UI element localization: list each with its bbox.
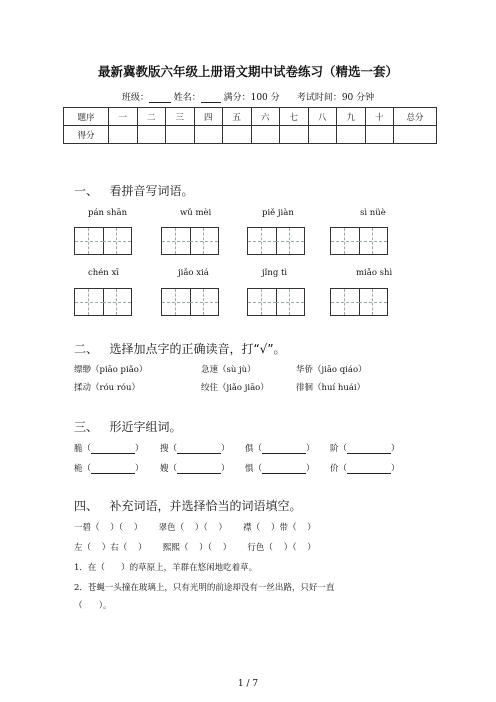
reading-choice[interactable]: 华侨（jiāo qiáo） <box>296 365 367 375</box>
page-number: 1 / 7 <box>237 679 259 689</box>
pinyin-label: jǐng tì <box>262 268 288 278</box>
section-2-heading <box>74 340 286 357</box>
answer-blank[interactable] <box>177 444 221 454</box>
section-1-number: 一、 <box>74 184 99 198</box>
reading-choice[interactable]: 缥缈（piāo piǎo） <box>74 365 148 375</box>
section-1-heading <box>74 182 193 199</box>
header-cell: 七 <box>280 108 309 126</box>
fill-sentence-2-continued[interactable]: （ ）。 <box>74 601 112 611</box>
word-group-item: 嫂（ ） <box>160 464 230 474</box>
reading-choice[interactable]: 绞住（jiǎo jiāo） <box>201 383 269 393</box>
answer-blank[interactable] <box>91 464 135 474</box>
writing-grid[interactable] <box>161 288 219 316</box>
reading-choice[interactable]: 急速（sù jù） <box>201 365 256 375</box>
reading-choice[interactable]: 徘徊（huí huái） <box>296 383 366 393</box>
section-3-title: 形近字组词。 <box>109 420 182 434</box>
section-3-heading <box>74 418 181 435</box>
writing-grid[interactable] <box>330 288 388 316</box>
score-cell[interactable] <box>337 126 366 144</box>
header-cell: 九 <box>337 108 366 126</box>
header-cell: 十 <box>365 108 394 126</box>
score-table-score-row <box>64 126 437 144</box>
header-cell: 四 <box>194 108 223 126</box>
section-1-title: 看拼音写词语。 <box>109 184 194 198</box>
score-cell[interactable] <box>308 126 337 144</box>
header-cell: 三 <box>166 108 195 126</box>
page-title: 最新冀教版六年级上册语文期中试卷练习（精选一套） <box>97 64 398 79</box>
score-cell[interactable] <box>251 126 280 144</box>
score-table-header-row <box>64 108 437 126</box>
name-blank[interactable] <box>201 93 221 103</box>
class-label: 班级： <box>121 93 149 103</box>
score-cell[interactable] <box>137 126 166 144</box>
writing-grid[interactable] <box>161 227 219 255</box>
header-cell: 一 <box>109 108 138 126</box>
answer-blank[interactable] <box>262 444 306 454</box>
pinyin-label: pán shān <box>88 208 128 218</box>
section-4-heading <box>74 497 301 514</box>
name-label: 姓名： <box>173 93 201 103</box>
score-cell[interactable] <box>280 126 309 144</box>
fill-sentence-2[interactable]: 2．苍蝇一头撞在玻璃上，只有光明的前途却没有一丝出路，只好一直 <box>74 583 335 593</box>
score-cell[interactable] <box>194 126 223 144</box>
score-cell[interactable] <box>365 126 394 144</box>
idiom-fill-line-1[interactable]: 一碧（ ）（ ） 翠色（ ）（ ） 襟（ ）带（ ） <box>74 523 316 533</box>
score-cell[interactable] <box>394 126 437 144</box>
section-3-number: 三、 <box>74 420 99 434</box>
header-cell: 题序 <box>64 108 109 126</box>
fill-sentence-1[interactable]: 1．在（ ）的草原上，羊群在悠闲地吃着草。 <box>74 563 258 573</box>
word-group-item: 阶（ ） <box>330 444 400 454</box>
answer-blank[interactable] <box>177 464 221 474</box>
word-group-item: 价（ ） <box>330 464 400 474</box>
word-group-item: 脆（ ） <box>74 444 144 454</box>
idiom-fill-line-2[interactable]: 左（ ）右（ ） 熙熙（ ）（ ） 行色（ ）（ ） <box>74 543 316 553</box>
writing-grid[interactable] <box>74 288 132 316</box>
score-cell[interactable] <box>223 126 252 144</box>
word-group-item: 搜（ ） <box>160 444 230 454</box>
exam-info <box>0 90 496 103</box>
word-group-item: 桅（ ） <box>74 464 144 474</box>
class-blank[interactable] <box>149 93 171 103</box>
answer-blank[interactable] <box>262 464 306 474</box>
pinyin-label: sì nüè <box>360 208 386 218</box>
writing-grid[interactable] <box>74 227 132 255</box>
pinyin-label: piě jiàn <box>262 208 294 218</box>
section-4-number: 四、 <box>74 499 99 513</box>
pinyin-label: jiǎo xiá <box>178 268 209 278</box>
exam-time: 考试时间：90 分钟 <box>296 93 375 103</box>
reading-choice[interactable]: 揉动（róu róu） <box>74 383 141 393</box>
score-table <box>63 107 437 144</box>
score-cell[interactable] <box>166 126 195 144</box>
section-2-number: 二、 <box>74 342 99 356</box>
header-cell: 总分 <box>394 108 437 126</box>
pinyin-label: miǎo shì <box>356 268 393 278</box>
word-group-item: 俱（ ） <box>245 444 315 454</box>
writing-grid[interactable] <box>330 227 388 255</box>
header-cell: 八 <box>308 108 337 126</box>
writing-grid[interactable] <box>247 288 305 316</box>
writing-grid[interactable] <box>247 227 305 255</box>
header-cell: 五 <box>223 108 252 126</box>
section-2-title: 选择加点字的正确读音，打“√”。 <box>109 342 286 356</box>
full-score: 满分：100 分 <box>223 93 280 103</box>
word-group-item: 惧（ ） <box>245 464 315 474</box>
answer-blank[interactable] <box>347 444 391 454</box>
pinyin-label: chén xī <box>88 268 119 278</box>
answer-blank[interactable] <box>91 444 135 454</box>
section-4-title: 补充词语，并选择恰当的词语填空。 <box>109 499 302 513</box>
header-cell: 二 <box>137 108 166 126</box>
answer-blank[interactable] <box>347 464 391 474</box>
score-cell[interactable] <box>109 126 138 144</box>
score-label-cell: 得分 <box>64 126 109 144</box>
pinyin-label: wǔ mèi <box>180 208 212 218</box>
header-cell: 六 <box>251 108 280 126</box>
